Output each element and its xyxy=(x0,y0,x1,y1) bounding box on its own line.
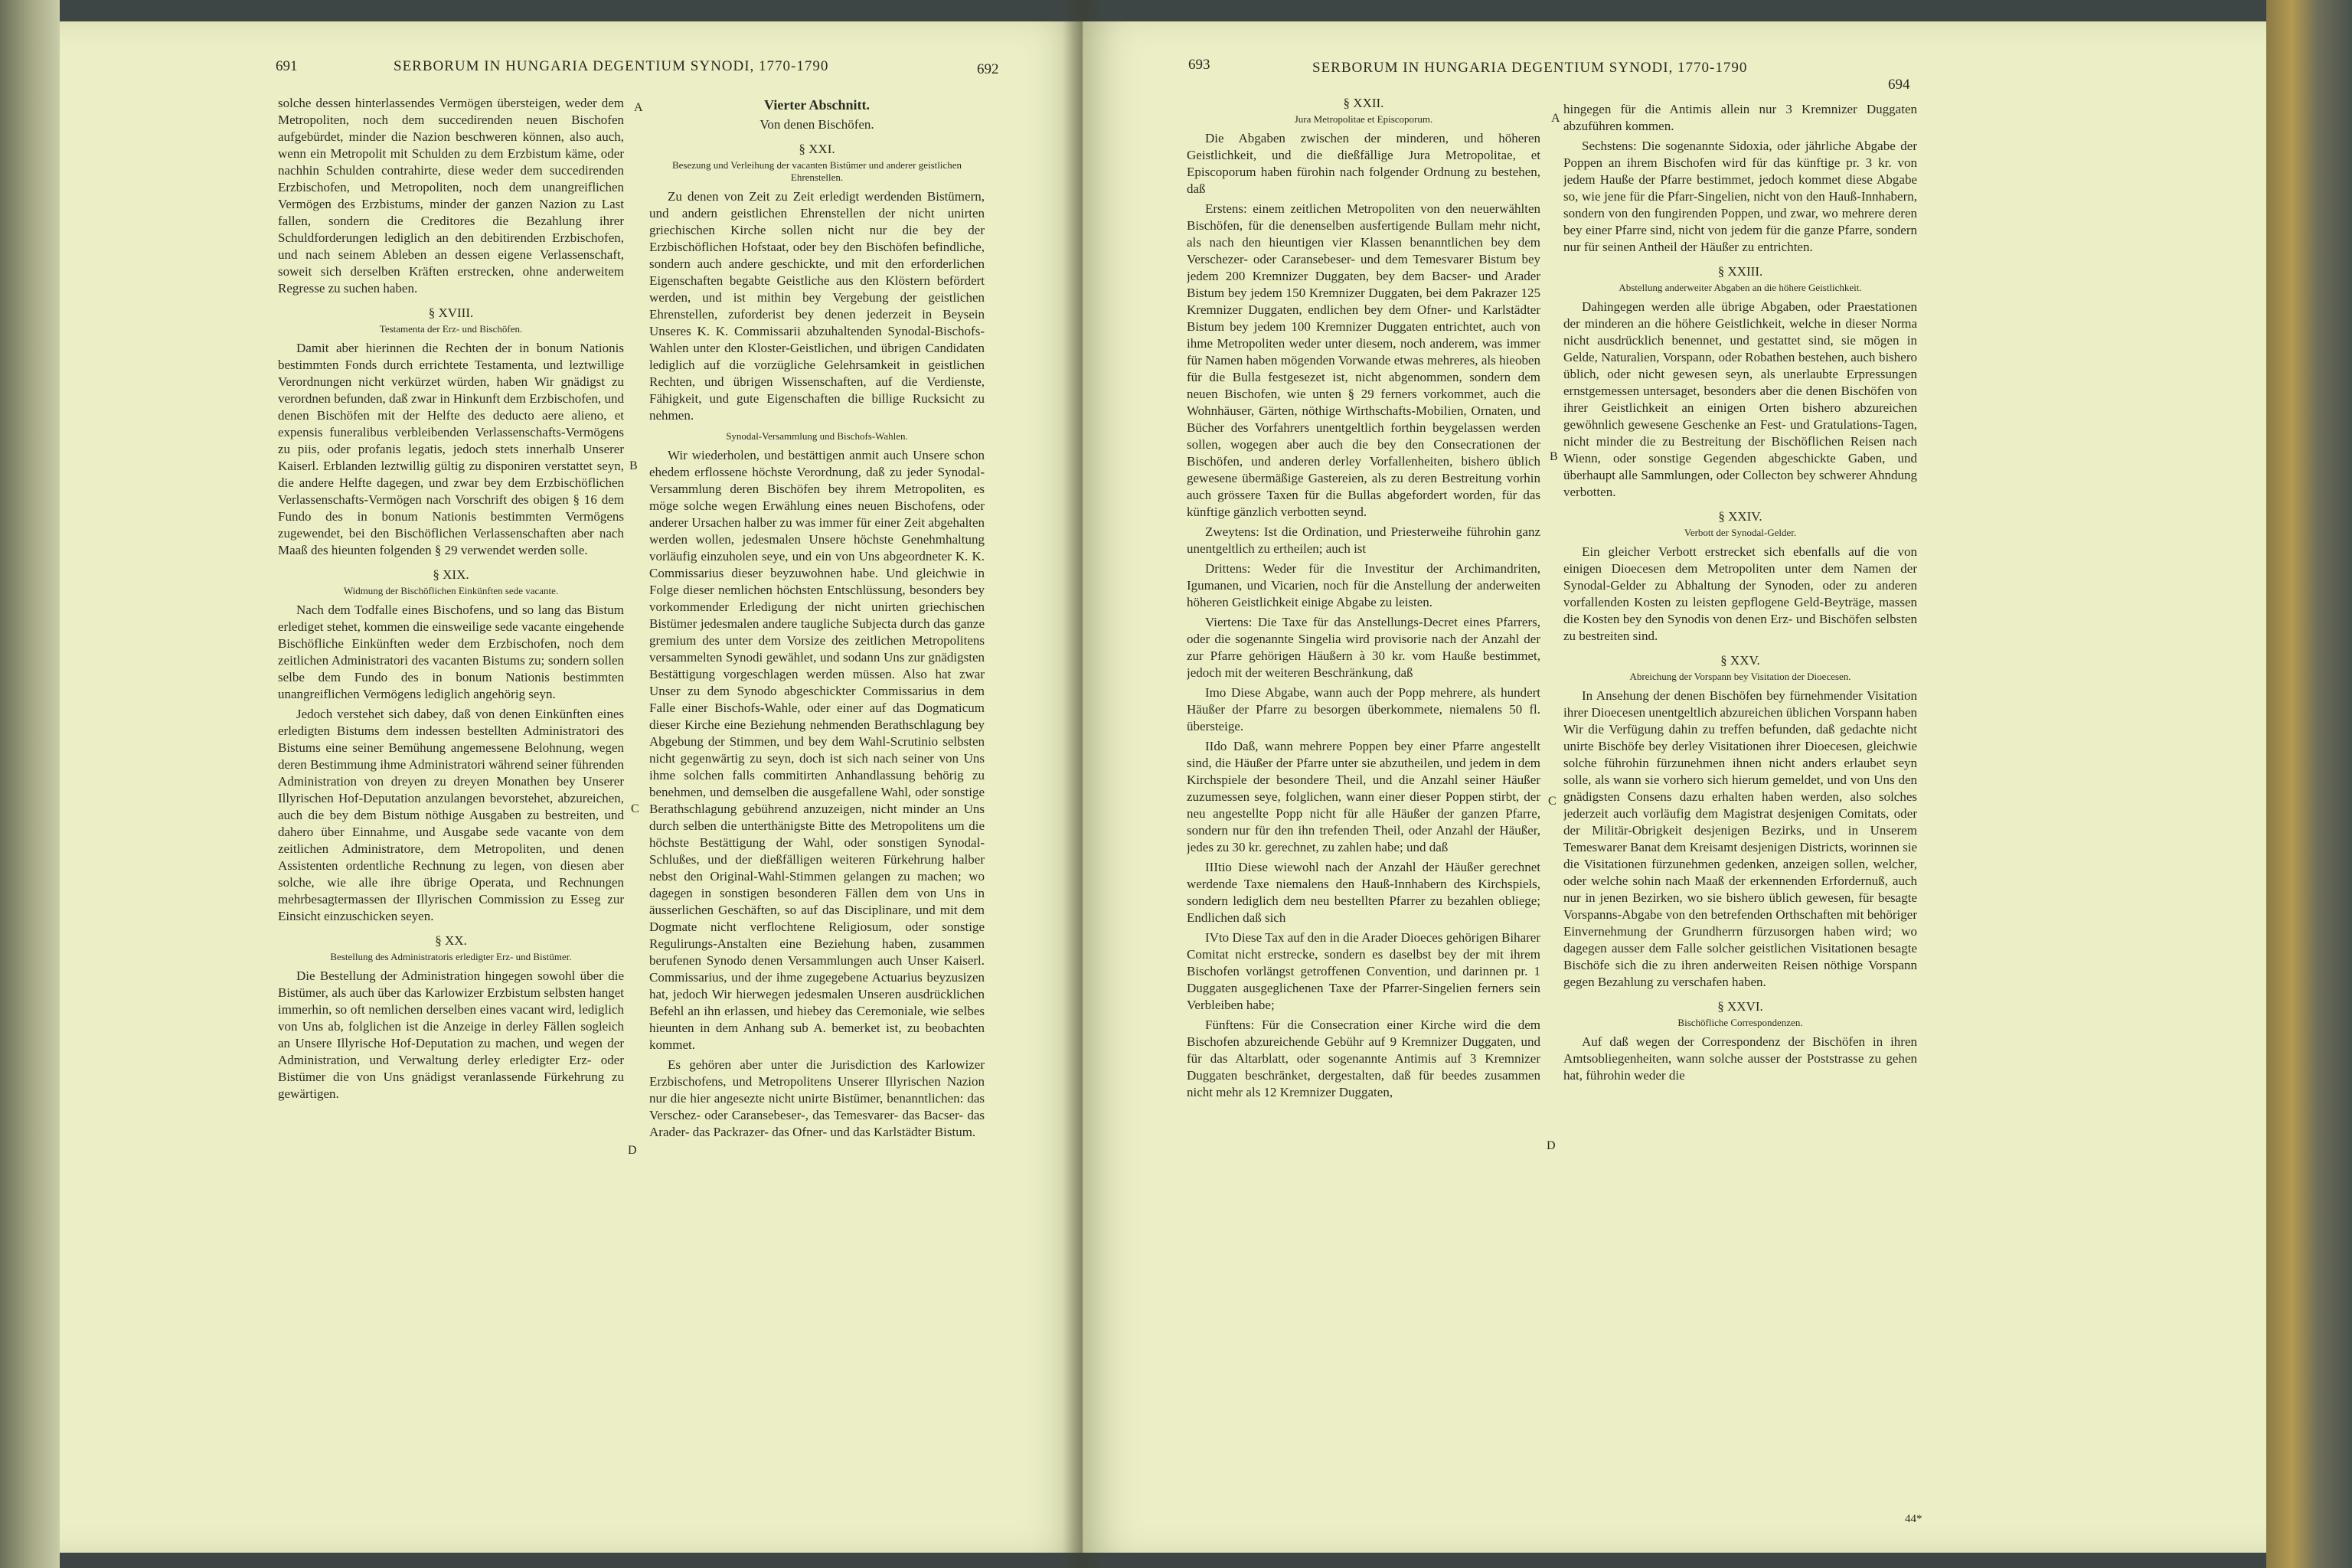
paragraph: Erstens: einem zeitlichen Metropoliten von den neuerwählten Bischöfen, für die denenselben ausfertigende Bullam mehr nicht, als nach den hieuntigen vier Klassen benanntlichen bey dem Verschezer- oder Caransebeser- und dem Temesvarer Bistum bey jedem 200 Kremnizer Duggaten, bey dem Bacser- und Arader Bistum bey jedem 150 Kremnizer Duggaten, bei dem Pakrazer 125 Kremnizer Duggaten, endlichen bey dem Ofner- und Karlstädter Bistum bey jedem 100 Kremnizer Duggaten entrichtet, auch von ihme Metropoliten weder unter diesem, noch anderem, was immer für Namen haben mögenden Vorwande etwas mehreres, als hieoben für die Bulla festgesezet ist, nicht abgenommen, sondern dem neuen Bischofen, wie unten § 29 ferners vorkommet, auch die Wohnhäuser, Gärten, nöthige Wirthschafts-Mobilien, Ornaten, und Bücher des Vorfahrers unentgeltlich forthin beygelassen werden sollen, wogegen aber auch die bey den Consecrationen der Bischöfen, und anderen derley Vorfallenheiten, bishero üblich gewesene übermäßige Gastereien, als zu deren Bestreitung vorhin auch grössere Taxen für die Bullas abgefordert worden, für das künftige gänzlich verbotten seynd. xyxy=(1187,201,1540,519)
section-heading: § XXV. xyxy=(1720,653,1760,668)
running-head-right: SERBORUM IN HUNGARIA DEGENTIUM SYNODI, 1770-1790 xyxy=(1312,60,1748,76)
left-page-column-1 xyxy=(278,95,624,1534)
margin-mark-a: A xyxy=(634,101,643,114)
paragraph: IIdo Daß, wann mehrere Poppen bey einer Pfarre angestellt sind, die Häußer der Pfarre unter sie abzutheilen, und jedem in dem Kirchspiele der besondere Theil, und die Anzahl seiner Häußer zuzumessen seye, folglichen, wann einer dieser Poppen stirbt, der neu angestellte Popp nicht für alle Häußer der ganzen Pfarre, sondern nur für den ihn trefenden Theil, oder Anzahl der Häußer, jedes zu 30 kr. gerechnet, zu zahlen habe; und daß xyxy=(1187,739,1540,854)
paragraph: Ein gleicher Verbott erstrecket sich ebenfalls auf die von einigen Dioecesen dem Metropoliten unter dem Namen der Synodal-Gelder zu Abhaltung der Synoden, oder zu anderen vorfallenden Kosten zu leisten gepflogene Geld-Beyträge, massen die Kosten bey den Synodis von denen Erz- und Bischöfen selbsten zu bestreiten sind. xyxy=(1563,544,1917,643)
section-heading: § XIX. xyxy=(433,567,469,582)
page-number-691: 691 xyxy=(276,58,298,74)
page-number-692: 692 xyxy=(977,61,999,77)
section-heading: § XX. xyxy=(435,933,467,948)
section-heading: § XXII. xyxy=(1343,96,1384,110)
paragraph: Imo Diese Abgabe, wann auch der Popp mehrere, als hundert Häußer der Pfarre zu besorgen überkommete, niemalens 50 fl. übersteige. xyxy=(1187,685,1540,733)
right-page xyxy=(1083,21,2266,1553)
section-subtitle: Verbott der Synodal-Gelder. xyxy=(1684,527,1797,538)
chapter-heading: Vierter Abschnitt. xyxy=(764,97,870,113)
section-subtitle: Widmung der Bischöflichen Einkünften sede vacante. xyxy=(343,585,559,596)
paragraph: IIItio Diese wiewohl nach der Anzahl der Häußer gerechnet werdende Taxe niemalens den Hauß-Innhabern des Kirchspiels, sondern lediglich dem neu bestellten Pfarrer zu bezahlen obliege; Endlichen daß sich xyxy=(1187,860,1540,925)
page-number-693: 693 xyxy=(1188,57,1210,73)
paragraph: solche dessen hinterlassendes Vermögen übersteigen, weder dem Metropoliten, noch dem succedirenden neuen Bischofen aufgebürdet, minder die Nazion beschweren können, also auch, wenn ein Metropolit mit Schulden zu dem Erzbistum käme, oder nachhin Schulden contrahirte, diese weder dem succedirenden Erzbischofen, und Metropoliten, noch dem unangreiflichen Vermögen des Erzbistums, minder der ganzen Nazion zu Last fallen, sondern die Creditores die Bezahlung ihrer Schuldforderungen lediglich an den debitirenden Erzbischofen, und nach seinem Ableben an dessen eigene Verlassenschaft, soweit sich derselben Kräften erstrecken, ohne anderweitem Regresse zu suchen haben. xyxy=(278,96,624,296)
running-head-left: SERBORUM IN HUNGARIA DEGENTIUM SYNODI, 1770-1790 xyxy=(394,58,829,74)
paragraph: Damit aber hierinnen die Rechten der in bonum Nationis bestimmten Fonds durch errichtete Testamenta, und leztwillige Verordnungen nicht verkürzet würden, haben Wir gnädigst zu verordnen befunden, daß zwar in Hinkunft dem Erzbischofen, und denen Bischöfen mit der Helfte des deducto aere alieno, et expensis funeralibus verbleibenden Verlassenschafts-Vermögens zu piis, oder profanis legatis, jedoch stets innerhalb Unserer Kaiserl. Erblanden leztwillig gültig zu disponiren verstattet seyn, die andere Helfte dagegen, und zwar bey dem Erzbischöflichen Verlassenschafts-Vermögen nach Vorschrift des obigen § 16 dem Fundo des in bonum Nationis bestimmten Vermögens zugewendet, bei den Bischöflichen Verlassenschaften aber nach Maaß des hieunten folgenden § 29 verwendet werden solle. xyxy=(278,341,624,557)
section-subtitle: Besezung und Verleihung der vacanten Bistümer und anderer geistlichen Ehrenstellen. xyxy=(671,159,962,183)
right-page-column-1 xyxy=(1187,95,1540,1534)
paragraph: Viertens: Die Taxe für das Anstellungs-Decret eines Pfarrers, oder die sogenannte Singelia wird provisorie nach der Anzahl der zur Pfarre gehörigen Häußern à 30 kr. vom Hauße bestimmet, jedoch mit der weiteren Beschränkung, daß xyxy=(1187,615,1540,680)
section-subtitle: Abstellung anderweiter Abgaben an die höhere Geistlichkeit. xyxy=(1619,282,1862,293)
section-subtitle: Bischöfliche Correspondenzen. xyxy=(1677,1017,1803,1028)
section-heading: § XXIV. xyxy=(1718,509,1762,524)
paragraph: Wir wiederholen, und bestättigen anmit auch Unsere schon ehedem erflossene höchste Verordnung, daß zu jeder Synodal-Versammlung deren Bischöfen bey ihrem Metropoliten, es möge solche wegen Erwählung eines neuen Bischofens, oder anderer Ursachen halber zu was immer für einer Zeit abgehalten werden wollen, jedesmalen Unsere höchste Genehmhaltung vorläufig einzuholen seye, und ein von Uns abgeordneter K. K. Commissarius dieser beyzuwohnen habe. Und gleichwie in Folge dieser nemlichen höchsten Entschlüssung, besonders bey vorkommender Erledigung der nicht unirten griechischen Bistümer jedesmalen andere taugliche Subjecta durch das ganze gremium des unter dem Vorsize des zeitlichen Metropolitens versammelten Synodi gewählet, und sodann Uns zur gnädigsten Bestättigung vorgeschlagen werden müssen. Also hat zwar Unser zu dem Synodo abgeschickter Commissarius in dem Falle einer Bischofs-Wahle, oder einer auf das Dogmaticum dieser Kirche eine Beziehung nehmenden Berathschlagung bey Abgebung der Stimmen, und bey dem Wahl-Scrutinio selbsten nicht gegenwärtig zu seyn, doch ist sich nach seiner von Uns ihme solchen falls commitirten Anhandlassung behörig zu benehmen, und demselben die ausgefallene Wahl, oder sonstige Berathschlagung gebührend anzuzeigen, nicht minder an Uns durch selben die unterthänigste Bitte des Metropolitens um die höchste Bestättigung der Wahl, oder sonstigen Synodal-Schlußes, und der dießfälligen weiteren Fürkehrung halber nebst den Original-Wahl-Stimmen gelangen zu machen; wo dagegen in sonstigen besonderen Fällen dem von Uns in äusserlichen Geschäften, so auf das Disciplinare, und mit dem Dogmate nicht verflochtene Religiosum, oder sonstige Regulirungs-Anstalten eine Beziehung haben, zusammen berufenen Synodo denen Versammlungen auch Unser Kaiserl. Commissarius, und der ihme zugegebene Actuarius beyzusizen hat, jedoch Wir hierwegen jedesmalen Unseren ausdrücklichen Befehl an ihn erlassen, und hiebey das Ceremoniale, wie selbes hieunten in dem Anhang sub A. bemerket ist, zu beobachten kommet. xyxy=(649,448,985,1052)
margin-mark-d: D xyxy=(628,1144,637,1157)
paragraph: Sechstens: Die sogenannte Sidoxia, oder jährliche Abgabe der Poppen an ihrem Bischofen wird für das künftige pr. 3 kr. von jedem Hauße der Pfarre bestimmet, jedoch kommet diese Abgabe so, wie jene für die Pfarr-Singelien, nicht von den Hauß-Innhabern, sondern von den fungirenden Poppen, und zwar, wo mehrere deren bey einer Pfarre sind, nicht von jedem für die ganze Pfarre, sondern nur für seinen Antheil der Häußer zu entrichten. xyxy=(1563,139,1917,254)
paragraph: Dahingegen werden alle übrige Abgaben, oder Praestationen der minderen an die höhere Geistlichkeit, welche in dieser Norma nicht ausdrücklich benennet, und gestattet sind, sie mögen in Gelde, Naturalien, Vorspann, oder Robathen bestehen, auch bishero üblich, oder nicht gewesen seyn, als unerlaubte Erpressungen ernstgemessen untersaget, besonders aber die denen Bischöfen von ihrer Geistlichkeit an einigen Orten bishero abzureichen gewöhnlich gewesene Geschenke an Fest- und Gratulations-Tagen, nicht minder die zu Bestreitung der Bischöflichen Reisen nach Wienn, oder sonstige Gegenden abgeschickte Gaben, und überhaupt alle Sammlungen, oder Collecton bey schwerer Ahndung verbotten. xyxy=(1563,299,1917,499)
left-page xyxy=(60,21,1083,1553)
section-heading: § XXVI. xyxy=(1717,999,1763,1014)
paragraph: Auf daß wegen der Correspondenz der Bischöfen in ihren Amtsobliegenheiten, wann solche ausser der Poststrasse zu gehen hat, führohin weder die xyxy=(1563,1034,1917,1083)
signature-mark: 44* xyxy=(1905,1513,1922,1525)
section-subtitle: Jura Metropolitae et Episcoporum. xyxy=(1294,113,1433,125)
right-page-column-2 xyxy=(1563,101,1917,1510)
section-subtitle: Abreichung der Vorspann bey Visitation der Dioecesen. xyxy=(1629,671,1851,682)
paragraph: In Ansehung der denen Bischöfen bey fürnehmender Visitation ihrer Dioecesen unentgeltlich abzureichen üblichen Vorspann haben Wir die Verfügung dahin zu treffen befunden, daß gedachte nicht unirte Bischöfe bey derley Visitationen ihrer Dioecesen, gleichwie solche führohin fürzunehmen ihnen nicht anders erlaubet seyn solle, als wann sie vorhero sich hierum gemeldet, und von Uns den gnädigsten Consens dazu erhalten haben werden, also solches jederzeit auch vorläufig dem Magistrat desjenigen Comitats, oder der Militär-Obrigkeit desjenigen Bezirks, und in Unserem Temeswarer Banat dem Kreisamt desjenigen Districts, worinnen sie die Visitationen fürzunehmen gedenken, anzeigen sollen, welcher, oder welche sohin nach Maaß der erkennenden Erfordernuß, auch nur in jenen Bezirken, wo sie bishero üblich gewesen, für besagte Vorspanns-Abgabe von den betrefenden Orthschaften mit behöriger Einvernehmung der Grundherrn fürzusorgen haben wird; wo dagegen ausser dem Falle solcher geistlichen Visitationen besagte Bischöfe sich die zu ihren anderweiten Reisen nöthige Vorspann gegen Bezahlung zu verschafen haben. xyxy=(1563,688,1917,989)
paragraph: Zu denen von Zeit zu Zeit erledigt werdenden Bistümern, und andern geistlichen Ehrenstellen der nicht unirten griechischen Kirche sollen nicht nur die bey der Erzbischöflichen Hofstaat, oder bey den Bischöfen befindliche, sondern auch andere geschickte, und mit den erforderlichen Eigenschaften begabte Geistliche aus den Klöstern befördert werden, und ist mithin bey Vergebung der geistlichen Ehrenstellen, zuforderist bey denen jederzeit in Beysein Unseres K. K. Commissarii abzuhaltenden Synodal-Bischofs-Wahlen unter den Kloster-Geistlichen, und übrigen Candidaten lediglich auf die vorzügliche Gelehrsamkeit in geistlichen Rechten, und übrigen Wissenschaften, auf die Verdienste, Fähigkeit, und gute Eigenschaften die billige Rucksicht zu nehmen. xyxy=(649,189,985,423)
section-heading: § XXI. xyxy=(799,142,835,156)
paragraph: Jedoch verstehet sich dabey, daß von denen Einkünften eines erledigten Bistums dem indessen bestellten Administratori des Bistums eine seiner Bemühung angemessene Belohnung, wegen deren Bestimmung ihme Administratori während seiner führenden Administration von dreyen zu dreyen Monathen bey Unserer Illyrischen Hof-Deputation anzulangen bevorstehet, abzureichen, auch die bey dem Bistum nöthige Ausgaben zu bestreiten, und dahero über Einnahme, und Ausgabe sede vacante von dem zeitlichen Administratore, dem Metropoliten, und denen Assistenten ordentliche Rechnung zu legen, von diesen aber solche, wie alle ihre übrige Operata, und Rechnungen mehrbesagtermassen der Illyrischen Commission zu Esseg zur Einsicht einzuschicken seyen. xyxy=(278,707,624,923)
chapter-subheading: Von denen Bischöfen. xyxy=(760,117,874,132)
margin-mark-c: C xyxy=(631,802,639,815)
section-heading: § XVIII. xyxy=(428,305,474,320)
section-heading: § XXIII. xyxy=(1717,264,1763,279)
margin-mark-b: B xyxy=(1550,450,1558,463)
section-subtitle: Bestellung des Administratoris erledigter Erz- und Bistümer. xyxy=(330,951,572,962)
book-right-edge xyxy=(2266,0,2352,1568)
paragraph: Drittens: Weder für die Investitur der Archimandriten, Igumanen, und Vicarien, noch für die Anstellung der anderweiten höheren Geistlichkeit einige Abgabe zu leisten. xyxy=(1187,561,1540,609)
margin-mark-c: C xyxy=(1548,795,1557,808)
margin-mark-b: B xyxy=(629,459,638,472)
section-subtitle: Synodal-Versammlung und Bischofs-Wahlen. xyxy=(726,430,908,442)
book-left-edge xyxy=(0,0,60,1568)
paragraph: Es gehören aber unter die Jurisdiction des Karlowizer Erzbischofens, und Metropolitens Unserer Illyrischen Nazion nur die hier angesezte nicht unirte Bistümer, benanntlichen: das Verschez- oder Caransebeser-, das Temesvarer- das Bacser- das Arader- das Packrazer- das Ofner- und das Karlstädter Bistum. xyxy=(649,1057,985,1139)
left-page-column-2 xyxy=(649,95,985,1534)
section-subtitle: Testamenta der Erz- und Bischöfen. xyxy=(379,323,523,335)
paragraph: Die Abgaben zwischen der minderen, und höheren Geistlichkeit, und die dießfällige Jura Metropolitae, et Episcoporum haben fürohin nach folgender Ordnung zu bestehen, daß xyxy=(1187,131,1540,196)
paragraph: Fünftens: Für die Consecration einer Kirche wird die dem Bischofen abzureichende Gebühr auf 9 Kremnizer Duggaten, und für das Altarblatt, oder sogenannte Antimis auf 3 Kremnizer Duggaten beschränket, dergestalten, daß für beedes zusammen nicht mehr als 12 Kremnizer Duggaten, xyxy=(1187,1018,1540,1099)
paragraph: IVto Diese Tax auf den in die Arader Dioeces gehörigen Biharer Comitat nicht erstrecke, sondern es daselbst bey der mit ihrem Bischofen vorlängst getroffenen Convention, und darinnen pr. 1 Duggaten ausgeglichenen Taxe der Pfarrer-Singelien ferners sein Verbleiben habe; xyxy=(1187,930,1540,1012)
paragraph: Zweytens: Ist die Ordination, und Priesterweihe führohin ganz unentgeltlich zu ertheilen; auch ist xyxy=(1187,524,1540,556)
paragraph: Nach dem Todfalle eines Bischofens, und so lang das Bistum erlediget stehet, kommen die einsweilige sede vacante eingehende Bischöfliche Einkünften weder dem Erzbischofen, noch dem zeitlichen Administratori des vacanten Bistums zu; sondern sollen selbe dem Fundo des in bonum Nationis bestimmten unangreiflichen Vermögens lediglich angehörig seyn. xyxy=(278,603,624,701)
margin-mark-a: A xyxy=(1551,112,1560,125)
page-number-694: 694 xyxy=(1888,77,1910,93)
paragraph: hingegen für die Antimis allein nur 3 Kremnizer Duggaten abzuführen kommen. xyxy=(1563,102,1917,133)
paragraph: Die Bestellung der Administration hingegen sowohl über die Bistümer, als auch über das Karlowizer Erzbistum selbsten hanget immerhin, so oft nemlichen derselben eines vacant wird, lediglich von Uns ab, folglichen ist die Anzeige in derley Fällen sogleich an Unsere Illyrische Hof-Deputation zu machen, und wegen der Administration, und Verwaltung derley erledigter Erz- oder Bistümer die von Uns gnädigst veranlassende Fürkehrung zu gewärtigen. xyxy=(278,969,624,1101)
margin-mark-d: D xyxy=(1547,1139,1556,1152)
